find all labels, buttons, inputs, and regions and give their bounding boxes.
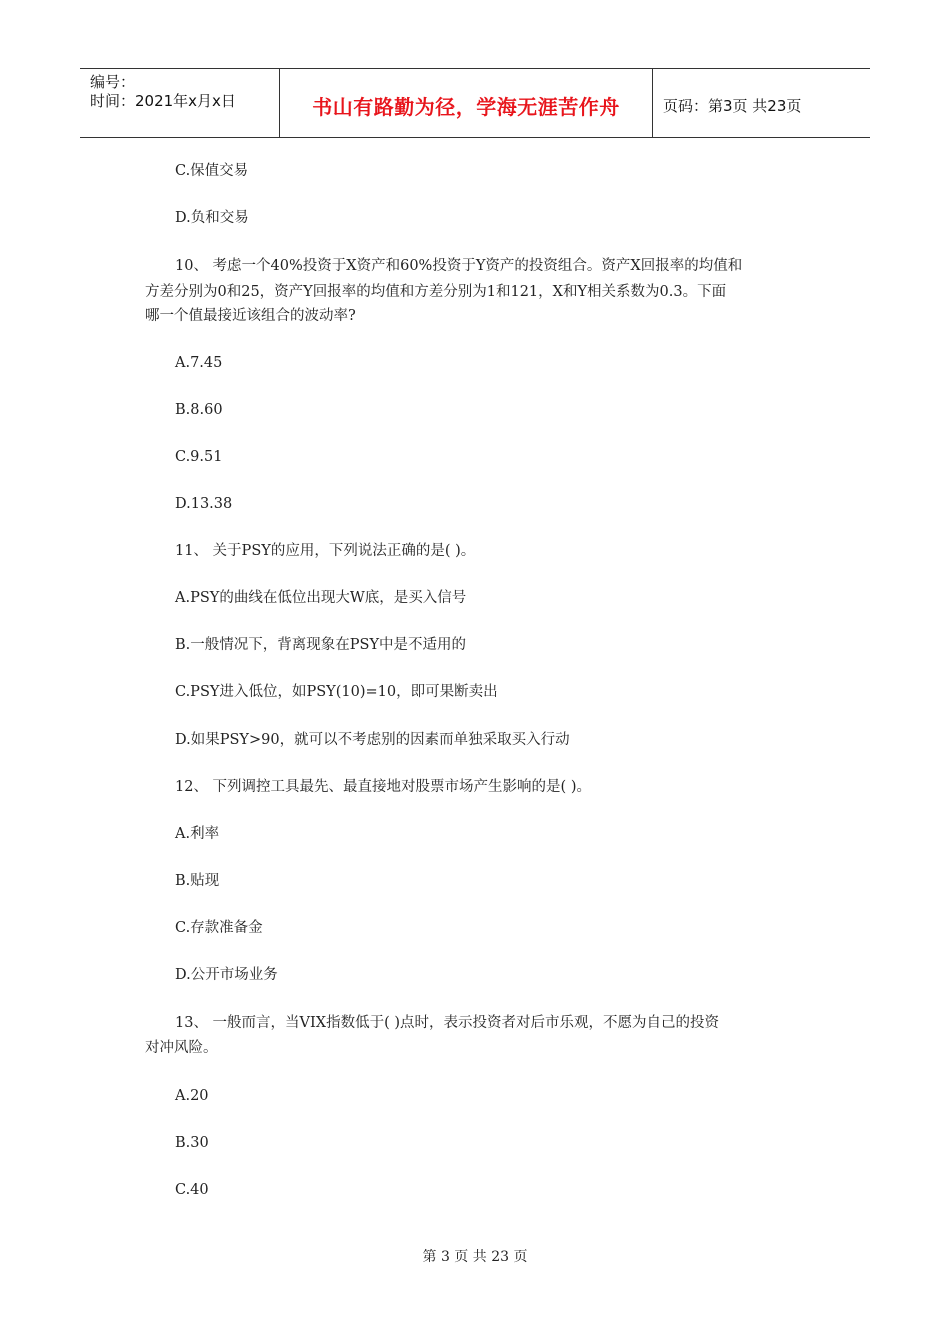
option-text: A.利率 [175,826,220,842]
question-text: 10、 考虑一个40%投资于X资产和60%投资于Y资产的投资组合。资产X回报率的均值和 [175,258,743,274]
question-text: 12、 下列调控工具最先、最直接地对股票市场产生影响的是( )。 [175,779,591,795]
number-label: 编号： [90,73,136,91]
motto-text: 书山有路勤为径，学海无涯苦作舟 [312,94,620,119]
option-text: D.如果PSY>90，就可以不考虑别的因素而单独采取买入行动 [175,732,570,748]
option-text: C.PSY进入低位，如PSY(10)=10，即可果断卖出 [175,684,498,700]
page-footer: 第 3 页 共 23 页 [422,1249,528,1265]
document-header [80,68,870,138]
header-meta [80,69,280,137]
question-text: 哪一个值最接近该组合的波动率? [145,308,356,324]
option-text: D.13.38 [175,496,233,512]
option-text: C.9.51 [175,449,223,465]
question-text: 对冲风险。 [145,1040,218,1056]
option-text: A.20 [175,1088,209,1104]
option-text: C.保值交易 [175,163,249,179]
option-text: D.负和交易 [175,210,249,226]
header-motto-cell [280,69,653,137]
header-page-cell [653,69,870,137]
option-text: D.公开市场业务 [175,967,278,983]
question-text: 11、 关于PSY的应用，下列说法正确的是( )。 [175,543,476,559]
page-label: 页码：第3页 共23页 [663,96,802,115]
option-text: C.存款准备金 [175,920,263,936]
option-text: A.7.45 [175,355,223,371]
option-text: B.贴现 [175,873,220,889]
option-text: A.PSY的曲线在低位出现大W底，是买入信号 [175,590,467,606]
option-text: B.30 [175,1135,209,1151]
option-text: C.40 [175,1182,209,1198]
option-text: B.8.60 [175,402,223,418]
question-text: 方差分别为0和25，资产Y回报率的均值和方差分别为1和121，X和Y相关系数为0.3。下面 [145,284,727,300]
question-text: 13、 一般而言，当VIX指数低于( )点时，表示投资者对后市乐观，不愿为自己的投资 [175,1015,720,1031]
option-text: B.一般情况下，背离现象在PSY中是不适用的 [175,637,467,653]
date-label: 时间：2021年x月x日 [90,92,236,110]
